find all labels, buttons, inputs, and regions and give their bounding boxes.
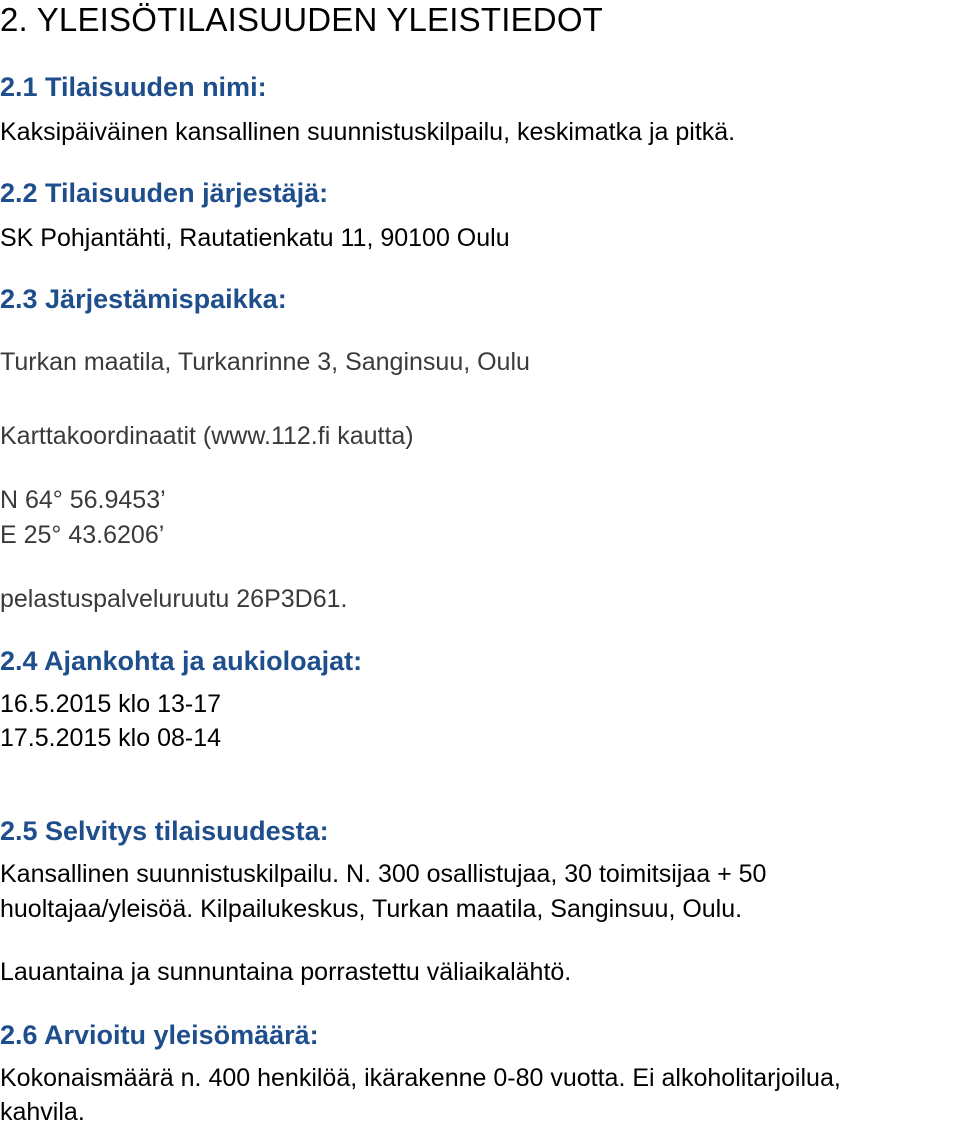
document-title: 2. YLEISÖTILAISUUDEN YLEISTIEDOT bbox=[0, 1, 604, 38]
date-day-2: 17.5.2015 klo 08-14 bbox=[0, 724, 222, 752]
organizer-text: SK Pohjantähti, Rautatienkatu 11, 90100 Oulu bbox=[0, 224, 510, 252]
map-coordinates-label: Karttakoordinaatit (www.112.fi kautta) bbox=[0, 422, 414, 450]
date-day-1: 16.5.2015 klo 13-17 bbox=[0, 690, 222, 718]
section-2-4-heading: 2.4 Ajankohta ja aukioloajat: bbox=[0, 646, 363, 676]
section-2-6-heading: 2.6 Arvioitu yleisömäärä: bbox=[0, 1020, 319, 1050]
rescue-grid-square: pelastuspalveluruutu 26P3D61. bbox=[0, 585, 348, 613]
section-2-3-heading: 2.3 Järjestämispaikka: bbox=[0, 284, 287, 314]
east-coordinate: E 25° 43.6206’ bbox=[0, 521, 165, 549]
audience-estimate-line-2: kahvila. bbox=[0, 1098, 85, 1126]
section-2-2-heading: 2.2 Tilaisuuden järjestäjä: bbox=[0, 178, 329, 208]
audience-estimate-line-1: Kokonaismäärä n. 400 henkilöä, ikärakenne 0-80 vuotta. Ei alkoholitarjoilua, bbox=[0, 1064, 841, 1092]
section-2-1-heading: 2.1 Tilaisuuden nimi: bbox=[0, 72, 267, 102]
venue-address-text: Turkan maatila, Turkanrinne 3, Sanginsuu, Oulu bbox=[0, 348, 530, 376]
event-description-line-2: huoltajaa/yleisöä. Kilpailukeskus, Turkan maatila, Sanginsuu, Oulu. bbox=[0, 895, 743, 923]
event-description-line-1: Kansallinen suunnistuskilpailu. N. 300 osallistujaa, 30 toimitsijaa + 50 bbox=[0, 860, 767, 888]
event-description-line-3: Lauantaina ja sunnuntaina porrastettu väliaikalähtö. bbox=[0, 958, 572, 986]
section-2-5-heading: 2.5 Selvitys tilaisuudesta: bbox=[0, 816, 329, 846]
event-name-text: Kaksipäiväinen kansallinen suunnistuskilpailu, keskimatka ja pitkä. bbox=[0, 118, 736, 146]
north-coordinate: N 64° 56.9453’ bbox=[0, 486, 166, 514]
